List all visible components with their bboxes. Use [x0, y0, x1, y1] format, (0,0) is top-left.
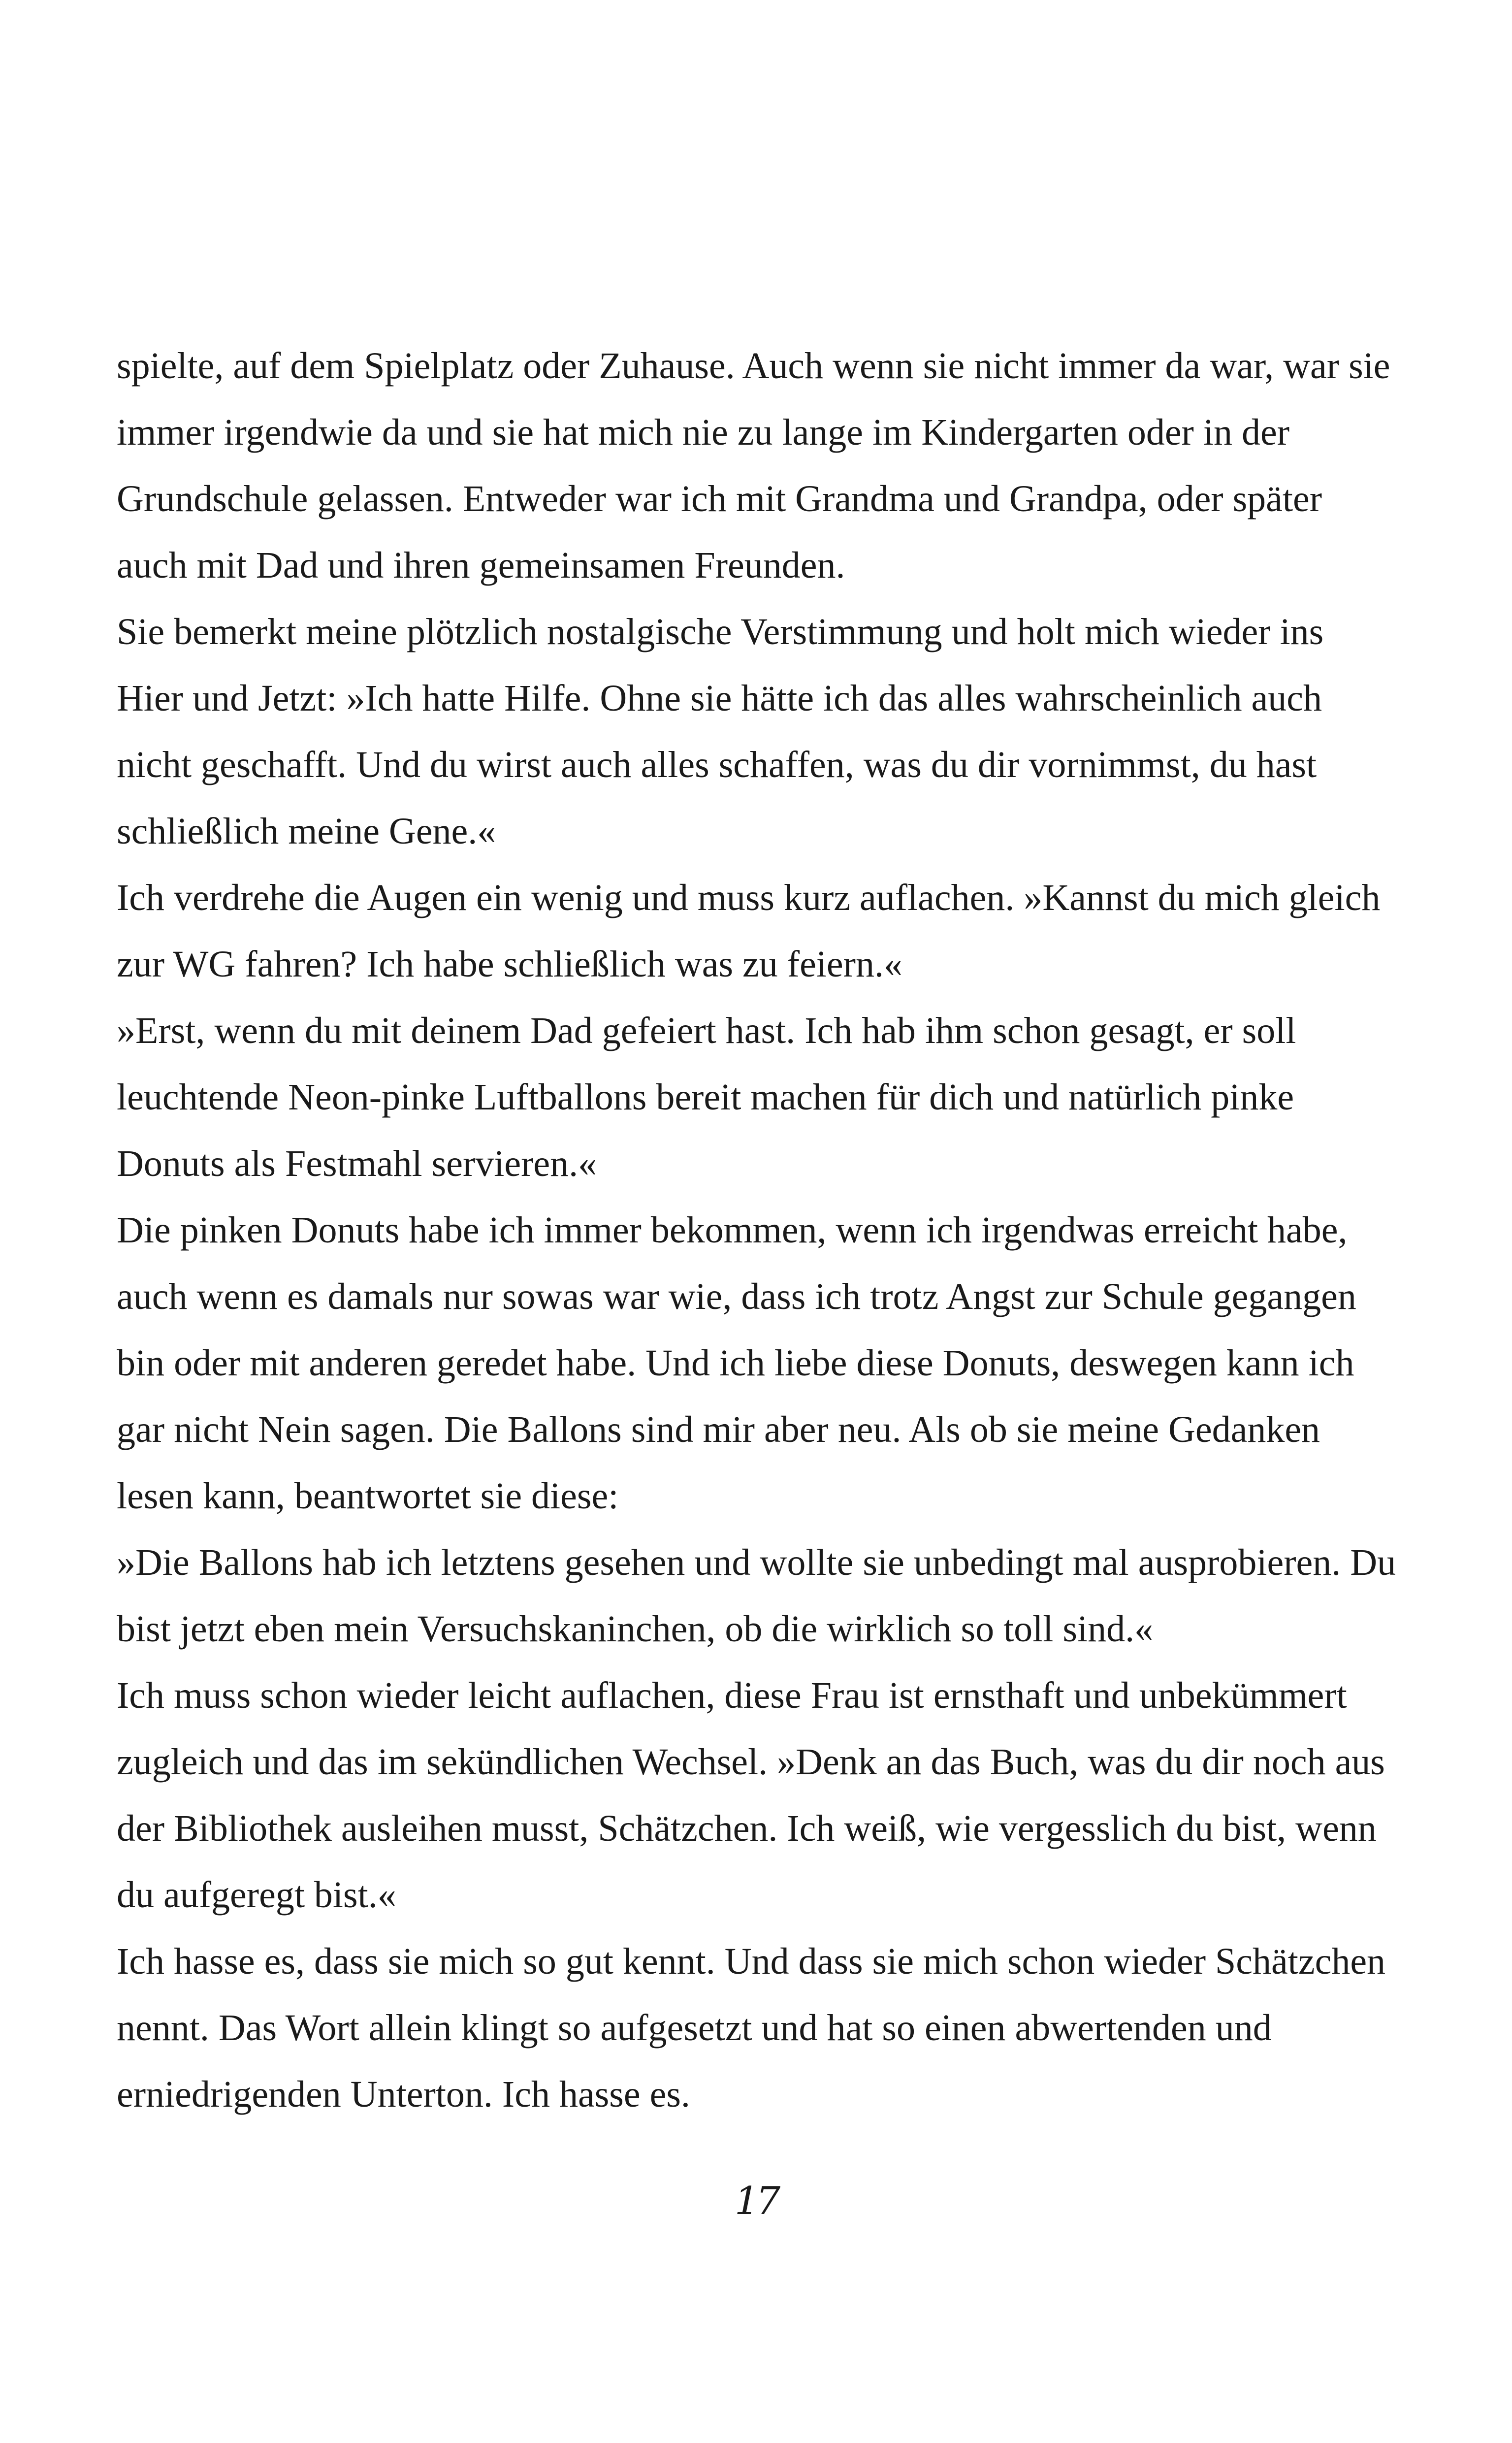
paragraph: Sie bemerkt meine plötzlich nostalgische Verstimmung und holt mich wieder ins Hier und Jetzt: »Ich hatte Hilfe. Ohne sie hätte ich das alles wahrscheinlich auch nicht geschafft. Und du wirst auch alles schaffen, was du dir vornimmst, du hast schließlich meine Gene.« [117, 611, 1324, 852]
paragraph: Die pinken Donuts habe ich immer bekommen, wenn ich irgendwas erreicht habe, auch wenn es damals nur sowas war wie, dass ich trotz Angst zur Schule gegangen bin oder mit anderen geredet habe. Und ich liebe diese Donuts, deswegen kann ich gar nicht Nein sagen. Die Ballons sind mir aber neu. Als ob sie meine Gedanken lesen kann, beantwortet sie diese: [117, 1209, 1356, 1517]
paragraph: Ich muss schon wieder leicht auflachen, diese Frau ist ernsthaft und unbekümmert zugleich und das im sekündlichen Wechsel. »Denk an das Buch, was du dir noch aus der Bibliothek ausleihen musst, Schätzchen. Ich weiß, wie vergesslich du bist, wenn du aufgeregt bist.« [117, 1675, 1385, 1916]
paragraph: Ich hasse es, dass sie mich so gut kennt. Und dass sie mich schon wieder Schätzchen nennt. Das Wort allein klingt so aufgesetzt und hat so einen abwertenden und erniedrigenden Unterton. Ich hasse es. [117, 1941, 1386, 2115]
paragraph: spielte, auf dem Spielplatz oder Zuhause. Auch wenn sie nicht immer da war, war sie immer irgendwie da und sie hat mich nie zu lange im Kindergarten oder in der Grundschule gelassen. Entweder war ich mit Grandma und Grandpa, oder später auch mit Dad und ihren gemeinsamen Freunden. [117, 345, 1390, 586]
page-number: 17 [734, 2179, 778, 2223]
body-text [117, 333, 1397, 2128]
paragraph: »Die Ballons hab ich letztens gesehen und wollte sie unbedingt mal ausprobieren. Du bist jetzt eben mein Versuchskaninchen, ob die wirklich so toll sind.« [117, 1542, 1396, 1650]
paragraph: »Erst, wenn du mit deinem Dad gefeiert hast. Ich hab ihm schon gesagt, er soll leuchtende Neon-pinke Luftballons bereit machen für dich und natürlich pinke Donuts als Festmahl servieren.« [117, 1010, 1296, 1184]
paragraph: Ich verdrehe die Augen ein wenig und muss kurz auflachen. »Kannst du mich gleich zur WG fahren? Ich habe schließlich was zu feiern.« [117, 877, 1381, 985]
